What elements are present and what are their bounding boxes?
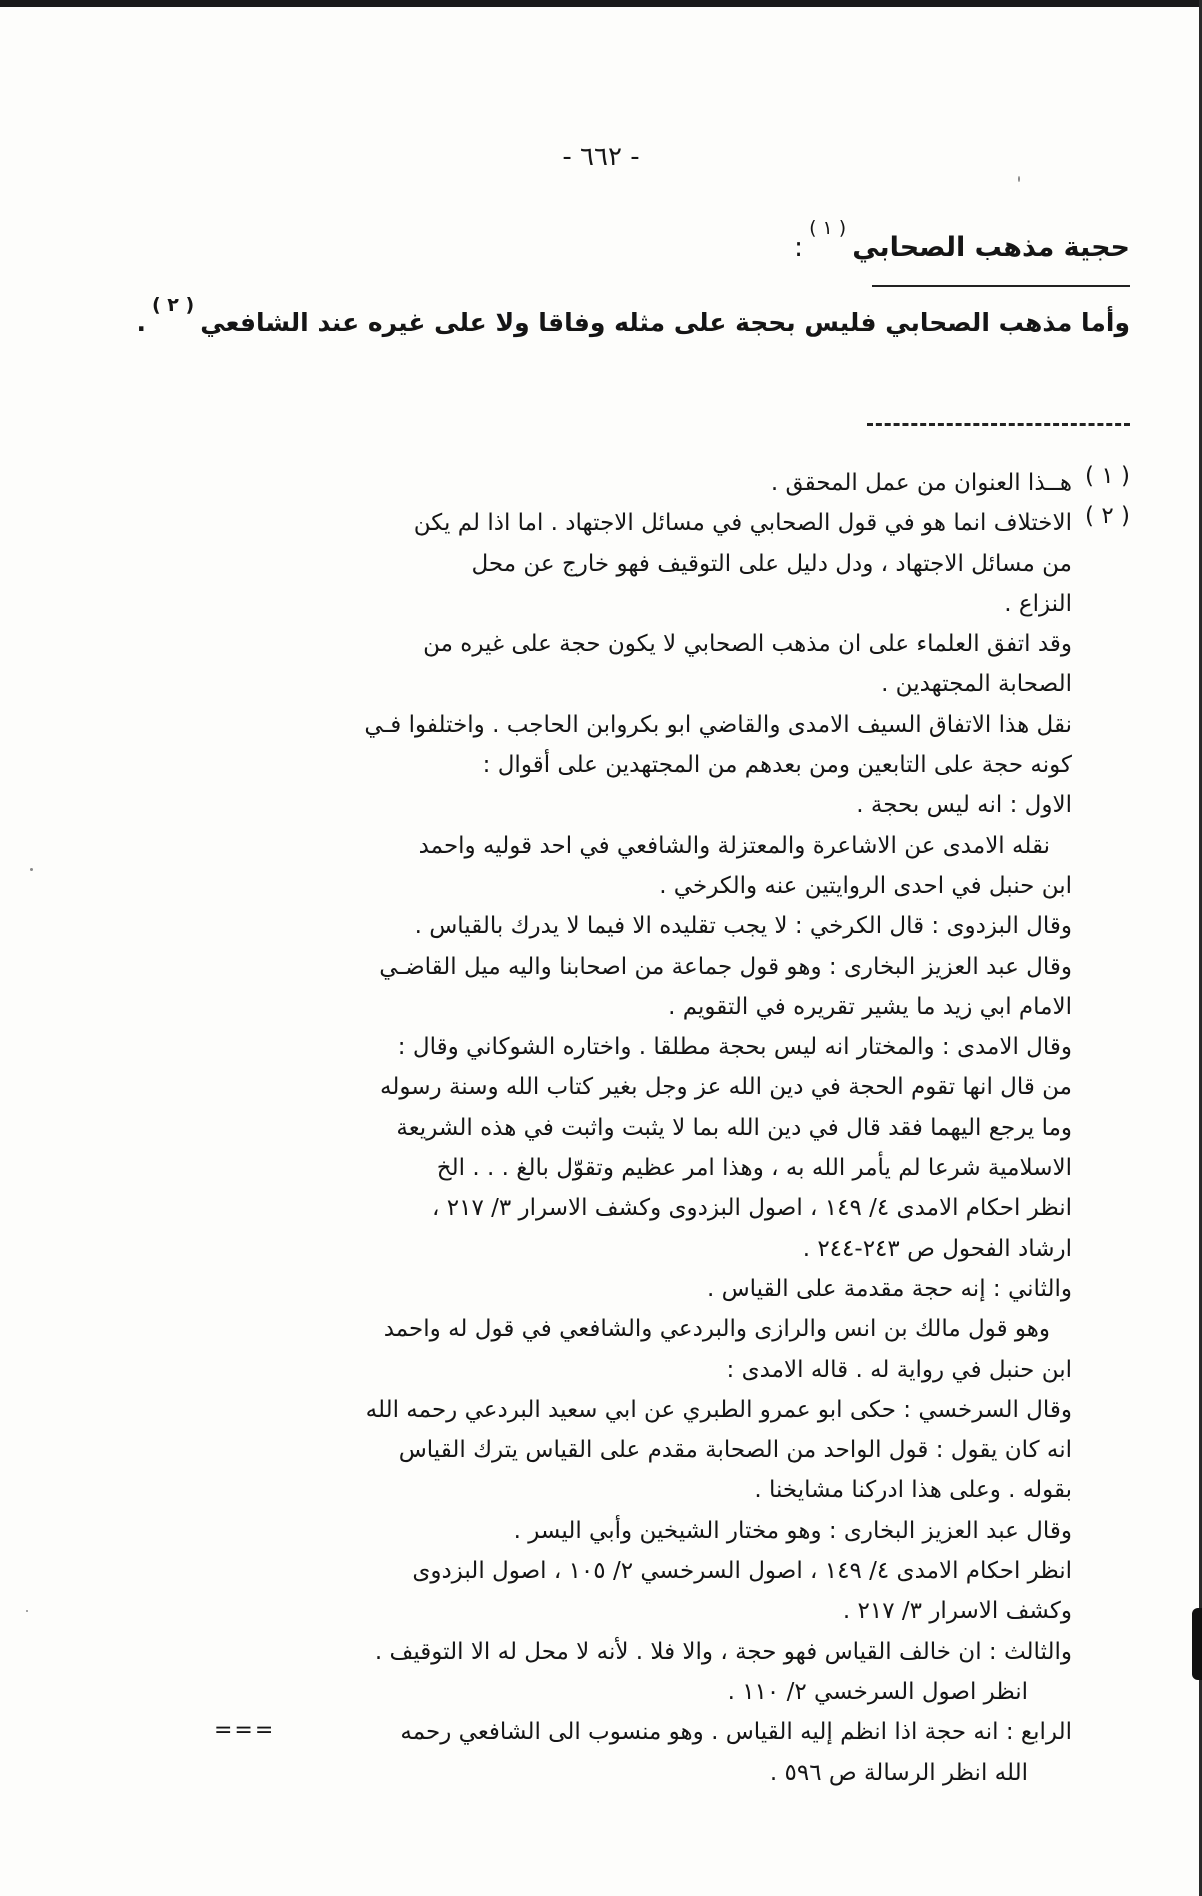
footnote-line: نقله الامدى عن الاشاعرة والمعتزلة والشافعي في احد قوليه واحمد bbox=[418, 832, 1050, 859]
footnote-line: الرابع : انه حجة اذا انظم إليه القياس . وهو منسوب الى الشافعي رحمه bbox=[400, 1719, 1072, 1746]
footnote-line: وقد اتفق العلماء على ان مذهب الصحابي لا يكون حجة على غيره من bbox=[423, 631, 1072, 658]
footnote-line: ابن حنبل في احدى الروايتين عنه والكرخي . bbox=[659, 872, 1072, 899]
footnote-body bbox=[130, 463, 1072, 503]
footnote-line: من مسائل الاجتهاد ، ودل دليل على التوقيف فهو خارج عن محل bbox=[471, 550, 1072, 577]
footnote-line: وكشف الاسرار ٣/ ٢١٧ . bbox=[842, 1598, 1072, 1625]
footnote-body bbox=[130, 503, 1072, 1793]
section-title bbox=[793, 217, 1130, 263]
main-text-body: وأما مذهب الصحابي فليس بحجة على مثله وفاقا ولا على غيره عند الشافعي bbox=[200, 308, 1130, 337]
footnote-line: وهو قول مالك بن انس والرازى والبردعي والشافعي في قول له واحمد bbox=[383, 1316, 1050, 1343]
title-text: حجية مذهب الصحابي bbox=[852, 232, 1130, 263]
footnote-line: وقال السرخسي : حكى ابو عمرو الطبري عن ابي سعيد البردعي رحمه الله bbox=[365, 1396, 1072, 1423]
page-number: - ٦٦٢ - bbox=[562, 142, 640, 172]
footnote-2 bbox=[130, 503, 1130, 1793]
end-mark: === bbox=[214, 1718, 276, 1743]
footnote-line: كونه حجة على التابعين ومن بعدهم من المجتهدين على أقوال : bbox=[482, 752, 1072, 779]
footnote-line: انظر احكام الامدى ٤/ ١٤٩ ، اصول السرخسي ٢/ ١٠٥ ، اصول البزدوى bbox=[412, 1558, 1072, 1585]
footnote-line: نقل هذا الاتفاق السيف الامدى والقاضي ابو بكروابن الحاجب . واختلفوا فـي bbox=[364, 711, 1072, 738]
footnote-line: الاسلامية شرعا لم يأمر الله به ، وهذا امر عظيم وتقوّل بالغ . . . الخ bbox=[436, 1155, 1072, 1182]
footnote-line: وقال الامدى : والمختار انه ليس بحجة مطلقا . واختاره الشوكاني وقال : bbox=[397, 1034, 1072, 1061]
footnote-divider bbox=[867, 423, 1130, 426]
footnote-line: الله انظر الرسالة ص ٥٩٦ . bbox=[769, 1759, 1028, 1786]
title-colon: : bbox=[793, 232, 804, 263]
footnote-line: الاول : انه ليس بحجة . bbox=[856, 792, 1072, 819]
footnotes bbox=[130, 463, 1130, 1793]
footnote-number: ( ١ ) bbox=[1085, 463, 1130, 489]
scan-top-edge bbox=[0, 0, 1202, 7]
main-text-end: . bbox=[136, 308, 146, 337]
footnote-line: هــذا العنوان من عمل المحقق . bbox=[770, 470, 1072, 496]
footnote-line: والثالث : ان خالف القياس فهو حجة ، والا فلا . لأنه لا محل له الا التوقيف . bbox=[374, 1638, 1072, 1665]
footnote-line: انظر احكام الامدى ٤/ ١٤٩ ، اصول البزدوى وكشف الاسرار ٣/ ٢١٧ ، bbox=[432, 1195, 1072, 1222]
footnote-line: بقوله . وعلى هذا ادركنا مشايخنا . bbox=[754, 1477, 1072, 1504]
title-underline bbox=[872, 285, 1130, 287]
main-text bbox=[90, 294, 1130, 337]
main-text-footnote-ref: ( ٢ ) bbox=[151, 294, 195, 316]
footnote-line: الامام ابي زيد ما يشير تقريره في التقويم . bbox=[668, 993, 1072, 1020]
footnote-line: والثاني : إنه حجة مقدمة على القياس . bbox=[706, 1275, 1072, 1302]
footnote-number: ( ٢ ) bbox=[1085, 503, 1130, 530]
scan-speck bbox=[30, 868, 33, 871]
footnote-line: انظر اصول السرخسي ٢/ ١١٠ . bbox=[727, 1678, 1028, 1705]
scan-binding-mark bbox=[1192, 1608, 1202, 1680]
footnote-line: وما يرجع اليهما فقد قال في دين الله بما لا يثبت واثبت في هذه الشريعة bbox=[396, 1114, 1072, 1141]
footnote-line: الاختلاف انما هو في قول الصحابي في مسائل الاجتهاد . اما اذا لم يكن bbox=[413, 510, 1072, 537]
scan-speck bbox=[1018, 176, 1020, 182]
footnote-line: من قال انها تقوم الحجة في دين الله عز وجل بغير كتاب الله وسنة رسوله bbox=[380, 1074, 1072, 1101]
footnote-line: انه كان يقول : قول الواحد من الصحابة مقدم على القياس يترك القياس bbox=[398, 1437, 1072, 1464]
footnote-line: النزاع . bbox=[1004, 590, 1072, 617]
title-footnote-ref: ( ١ ) bbox=[809, 217, 847, 239]
footnote-line: ابن حنبل في رواية له . قاله الامدى : bbox=[726, 1356, 1072, 1383]
footnote-line: الصحابة المجتهدين . bbox=[881, 671, 1072, 698]
footnote-line: وقال عبد العزيز البخارى : وهو قول جماعة من اصحابنا واليه ميل القاضـي bbox=[379, 953, 1072, 980]
footnote-line: وقال البزدوى : قال الكرخي : لا يجب تقليده الا فيما لا يدرك بالقياس . bbox=[414, 913, 1072, 940]
footnote-line: ارشاد الفحول ص ٢٤٣-٢٤٤ . bbox=[802, 1235, 1072, 1262]
footnote-1 bbox=[130, 463, 1130, 503]
footnote-line: وقال عبد العزيز البخارى : وهو مختار الشيخين وأبي اليسر . bbox=[513, 1517, 1072, 1544]
scan-speck bbox=[26, 1610, 28, 1612]
